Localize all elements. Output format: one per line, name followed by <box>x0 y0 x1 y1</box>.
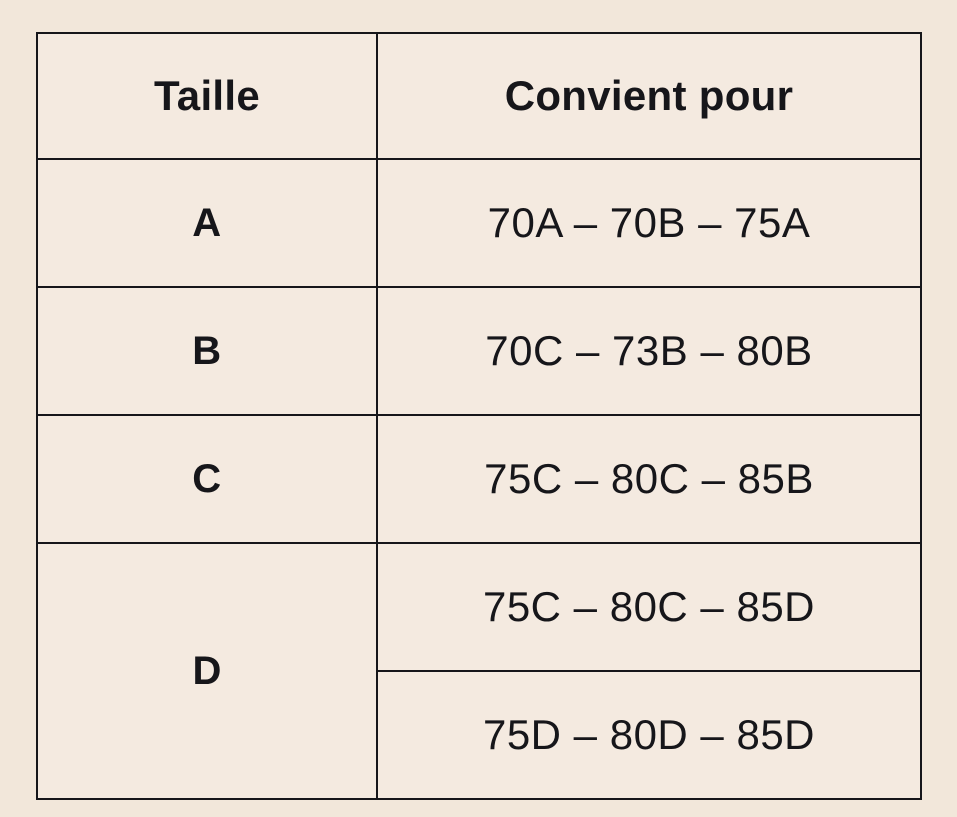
table-row <box>37 543 921 799</box>
table-header <box>37 33 921 159</box>
size-value: A <box>192 200 222 245</box>
size-value: D <box>192 648 222 693</box>
size-chart-table <box>36 32 922 800</box>
table-row <box>37 415 921 543</box>
cell-fits <box>377 415 921 543</box>
fits-value: 75D – 80D – 85D <box>482 711 816 758</box>
table-row <box>37 287 921 415</box>
header-label-size: Taille <box>153 72 261 119</box>
fits-value: 75C – 80C – 85B <box>484 455 814 502</box>
fits-value: 70A – 70B – 75A <box>487 199 811 246</box>
cell-size <box>37 415 377 543</box>
nested-row <box>378 544 920 671</box>
nested-cell <box>378 671 920 798</box>
nested-cell <box>378 544 920 671</box>
nested-row <box>378 671 920 798</box>
cell-fits <box>377 287 921 415</box>
fits-value: 70C – 73B – 80B <box>485 327 813 374</box>
size-value: C <box>192 456 222 501</box>
table-row <box>37 159 921 287</box>
header-cell-size <box>37 33 377 159</box>
nested-fits-table <box>378 544 920 798</box>
cell-size <box>37 159 377 287</box>
size-value: B <box>192 328 222 373</box>
cell-fits <box>377 543 921 799</box>
fits-value: 75C – 80C – 85D <box>482 583 816 630</box>
cell-fits <box>377 159 921 287</box>
cell-size <box>37 287 377 415</box>
header-label-fits: Convient pour <box>504 72 794 119</box>
cell-size <box>37 543 377 799</box>
table-body <box>37 159 921 799</box>
table-header-row <box>37 33 921 159</box>
header-cell-fits <box>377 33 921 159</box>
